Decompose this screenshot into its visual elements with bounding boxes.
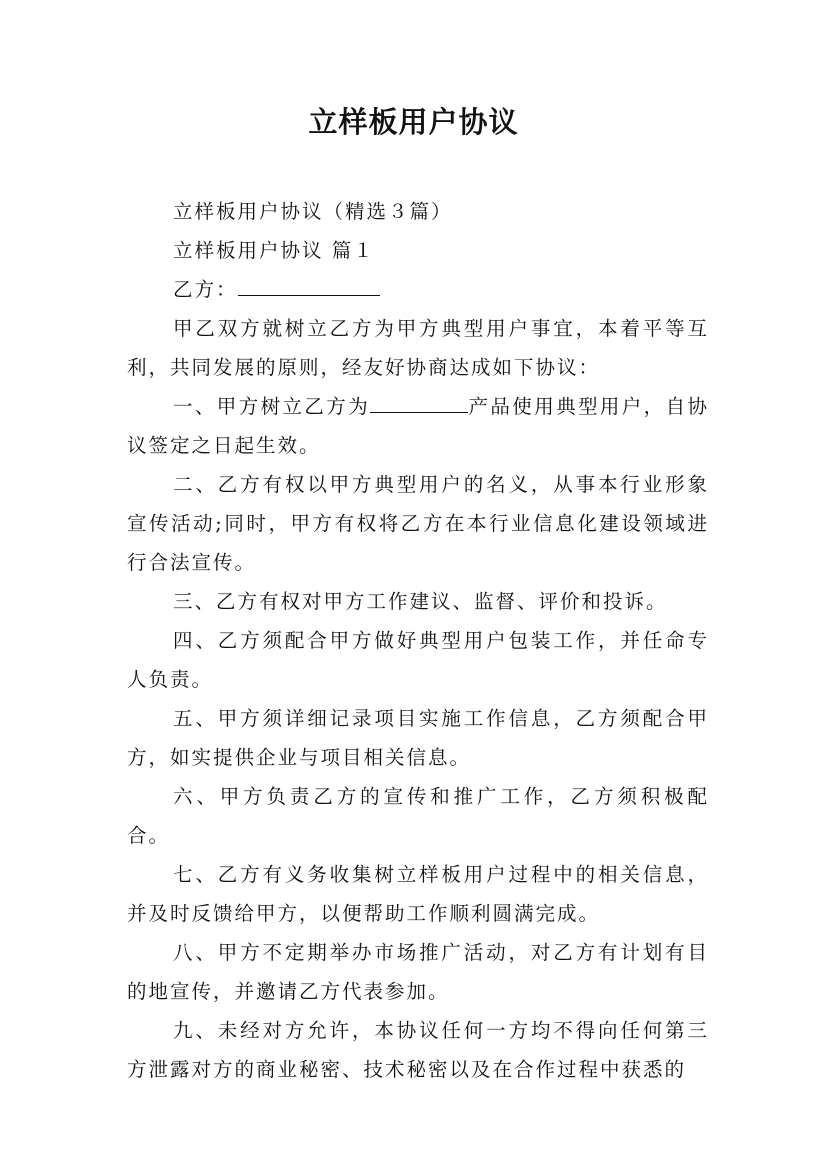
paragraph-section-heading: 立样板用户协议 篇１ [173, 239, 375, 262]
clause-6: 六、甲方负责乙方的宣传和推广工作，乙方须积极配合。 [127, 785, 709, 847]
product-blank [370, 392, 468, 413]
clause-1 [127, 387, 709, 465]
clause-1-after: 产品使用典型用户，自协议签定之日起生效。 [127, 395, 709, 457]
clause-5: 五、甲方须详细记录项目实施工作信息，乙方须配合甲方，如实提供企业与项目相关信息。 [127, 707, 709, 769]
document-title: 立样板用户协议 [308, 105, 519, 139]
party-b-blank [238, 275, 380, 296]
clause-3: 三、乙方有权对甲方工作建议、监督、评价和投诉。 [173, 590, 668, 613]
party-b-label: 乙方： [173, 278, 238, 301]
document-body [127, 192, 709, 1089]
paragraph-intro: 甲乙双方就树立乙方为甲方典型用户事宜，本着平等互利，共同发展的原则，经友好协商达成如下协议： [127, 317, 709, 379]
clause-9: 九、未经对方允许，本协议任何一方均不得向任何第三方泄露对方的商业秘密、技术秘密以及在合作过程中获悉的 [127, 1019, 709, 1081]
clause-4: 四、乙方须配合甲方做好典型用户包装工作，并任命专人负责。 [127, 629, 709, 691]
paragraph-subtitle: 立样板用户协议（精选３篇） [173, 200, 453, 223]
party-b-line [127, 270, 709, 309]
clause-8: 八、甲方不定期举办市场推广活动，对乙方有计划有目的地宣传，并邀请乙方代表参加。 [127, 941, 709, 1003]
clause-1-before: 一、甲方树立乙方为 [173, 395, 371, 418]
clause-7: 七、乙方有义务收集树立样板用户过程中的相关信息，并及时反馈给甲方，以便帮助工作顺利圆满完成。 [127, 863, 709, 925]
clause-2: 二、乙方有权以甲方典型用户的名义，从事本行业形象宣传活动;同时，甲方有权将乙方在本行业信息化建设领域进行合法宣传。 [127, 473, 709, 574]
